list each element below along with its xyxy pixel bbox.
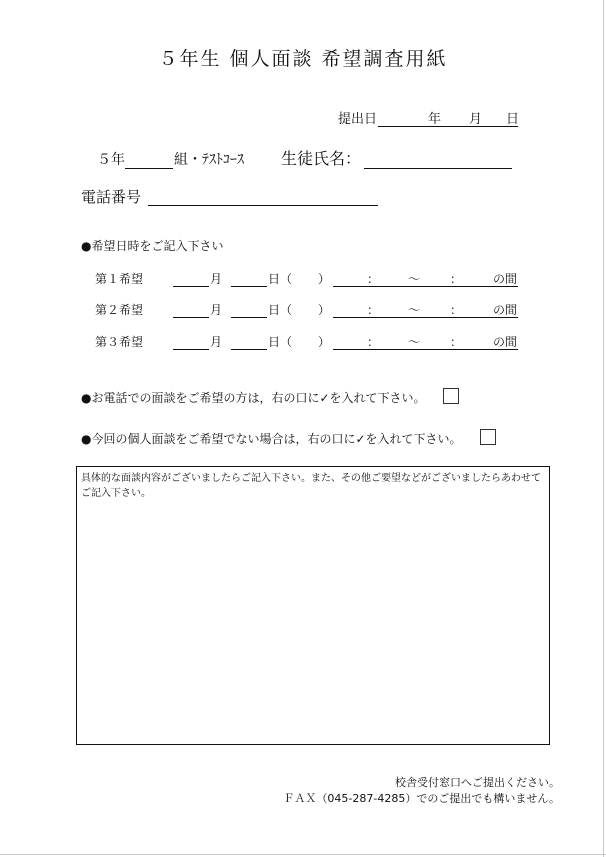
schedule-time-field[interactable] [333,286,518,287]
schedule-tilde: ～ [408,335,421,349]
class-suffix-label: 組・ﾃｽﾄｺｰｽ [174,152,244,168]
schedule-end-colon: ： [450,335,463,349]
schedule-time-field[interactable] [333,317,518,318]
student-name-label: 生徒氏名： [281,149,362,168]
schedule-between-label: の間 [493,303,518,317]
schedule-day-label: 日（ [268,335,293,349]
no-interview-checkbox[interactable] [480,429,496,445]
schedule-month-field[interactable] [173,286,209,287]
schedule-tilde: ～ [408,272,421,286]
page-edge-bottom [0,854,606,855]
notes-textarea[interactable] [76,466,550,745]
notes-prompt: 具体的な面談内容がございましたらご記入下さい。また、その他ご要望などがございましたらあわせてご記入下さい。 [81,473,541,499]
schedule-day-label: 日（ [268,272,293,286]
schedule-between-label: の間 [493,272,518,286]
schedule-dow-close: ） [318,335,331,349]
schedule-choice-label: 第３希望 [95,335,144,349]
page-edge-right [603,0,604,857]
schedule-end-colon: ： [450,303,463,317]
submission-month-label: 月 [469,112,483,127]
submission-date-field[interactable] [378,126,518,127]
submission-date-label: 提出日 [338,112,378,127]
phone-label: 電話番号 [81,188,142,206]
schedule-dow-close: ） [318,303,331,317]
schedule-day-field[interactable] [231,349,267,350]
schedule-month-field[interactable] [173,349,209,350]
submission-year-label: 年 [428,112,442,127]
no-interview-option-label: ●今回の個人面談をご希望でない場合は，右の口に✓を入れて下さい。 [81,432,462,446]
footer-submit-note: 校舎受付窓口へご提出ください。 [395,776,560,789]
class-number-field[interactable] [125,168,173,169]
schedule-dow-close: ） [318,272,331,286]
schedule-time-field[interactable] [333,349,518,350]
schedule-start-colon: ： [367,335,380,349]
document-title: ５年生 個人面談 希望調査用紙 [158,48,448,70]
schedule-day-field[interactable] [231,317,267,318]
schedule-start-colon: ： [367,303,380,317]
schedule-choice-label: 第１希望 [95,272,144,286]
schedule-heading: ●希望日時をご記入下さい [81,239,224,253]
schedule-tilde: ～ [408,303,421,317]
student-name-field[interactable] [364,168,512,169]
phone-field[interactable] [148,205,378,206]
schedule-month-label: 月 [210,303,223,317]
schedule-day-label: 日（ [268,303,293,317]
schedule-month-label: 月 [210,272,223,286]
grade-label: ５年 [97,152,125,168]
schedule-choice-label: 第２希望 [95,303,144,317]
submission-day-label: 日 [506,112,520,127]
schedule-day-field[interactable] [231,286,267,287]
schedule-month-field[interactable] [173,317,209,318]
schedule-month-label: 月 [210,335,223,349]
schedule-between-label: の間 [493,335,518,349]
phone-interview-option-label: ●お電話での面談をご希望の方は，右の口に✓を入れて下さい。 [81,391,426,405]
phone-interview-checkbox[interactable] [443,388,459,404]
footer-fax-note: ＦＡＸ（045-287-4285）でのご提出でも構いません。 [283,792,560,805]
schedule-end-colon: ： [450,272,463,286]
schedule-start-colon: ： [367,272,380,286]
